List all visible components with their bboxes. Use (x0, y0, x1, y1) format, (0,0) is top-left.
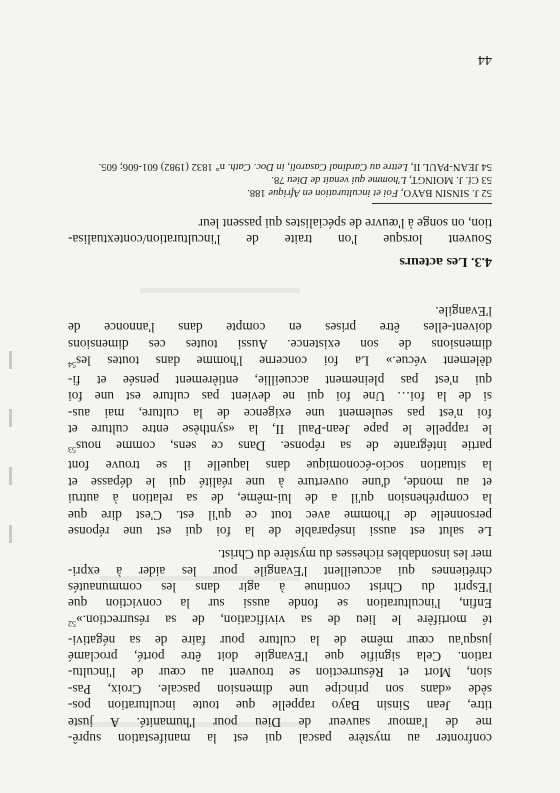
text-line (68, 490, 492, 506)
bleed-through-mark (140, 288, 300, 293)
footnote-num: 52 (481, 187, 492, 198)
text-line (68, 506, 492, 522)
text-line (68, 372, 492, 388)
footnotes (68, 160, 492, 198)
footnote-separator (372, 203, 492, 204)
text-line (68, 631, 492, 647)
text-line (68, 352, 492, 372)
footnote-54 (68, 160, 492, 173)
text-line (68, 730, 492, 746)
footnote-title: L'homme qui venait de Dieu (287, 174, 407, 186)
line-text: mer les insondables richesses du mystère du Christ. (217, 547, 492, 563)
text-line (68, 680, 492, 696)
line-text: Le salut est aussi inséparable de la foi qui est une réponse (68, 524, 492, 539)
text-line (68, 319, 492, 335)
line-text: tion, on songe à l'œuvre de spécialistes qui passent leur (198, 215, 492, 231)
text-line (68, 473, 492, 489)
line-text: dèlement vécue.» La foi concerne l'homme dans toutes les (76, 353, 492, 369)
line-text: qui n'est pas pleinement accueillie, entièrement pensée et fi- (68, 372, 492, 388)
line-text: me de l'amour sauveur de Dieu pour l'humanité. A juste (68, 714, 492, 730)
text-line (68, 595, 492, 611)
line-text: té mortifère le lieu de sa vivification, de sa résurrection.» (76, 612, 492, 628)
text-line (68, 648, 492, 664)
footnote-rest: n° 1832 (1982) 601-606; 605. (98, 161, 225, 173)
text-line (68, 697, 492, 713)
footnote-title: Foi et inculturation en Afrique (268, 187, 399, 198)
text-line (68, 611, 492, 631)
text-line (68, 437, 492, 457)
line-text: la compréhension qu'il a de lui-même, de sa relation à autrui (68, 491, 492, 507)
line-text: confronter au mystère pascal qui est la manifestation suprê- (68, 731, 492, 746)
line-text: jusqu'au cœur même de la culture pour faire de sa négativi- (68, 632, 492, 648)
footnote-ref[interactable]: 54 (68, 359, 76, 369)
line-text: ration. Cela signifie que l'Evangile doit être porté, proclamé (68, 648, 492, 664)
text-line (68, 302, 492, 318)
footnote-author: J. SINSIN BAYO, (400, 187, 479, 198)
paragraph-les-acteurs (68, 214, 492, 247)
text-line (68, 457, 492, 473)
footnote-rest: 188. (247, 187, 266, 198)
text-line (68, 231, 492, 247)
line-text: chrétiennes qui accueillent l'Evangile pour les aider à expri- (68, 563, 492, 579)
text-line (68, 421, 492, 437)
text-line (68, 388, 492, 404)
paragraph-salut-et-foi (68, 302, 492, 539)
line-text: foi n'est pas seulement une exigence de la culture, mai aus- (68, 405, 492, 421)
text-line (68, 546, 492, 562)
footnote-author: JEAN-PAUL II, (410, 161, 479, 173)
footnote-title: Lettre au Cardinal Casaroli, in Doc. Cath. (227, 161, 409, 173)
footnote-ref[interactable]: 52 (68, 619, 76, 629)
line-text: et au monde, d'une ouverture à une réalité qui le dépasse et (68, 474, 492, 490)
footnote-rest: 78. (271, 174, 285, 186)
line-text: si de la foi… Une foi qui ne devient pas culture est une foi (68, 389, 492, 405)
line-text: sion, Mort et Résurrection se trouvent au cœur de l'incultu- (68, 665, 492, 681)
line-text: personnelle de l'homme avec tout ce qu'il est. C'est dire que (68, 507, 492, 523)
line-text: le rappelle le pape Jean-Paul II, la «synthèse entre culture et (68, 422, 492, 438)
text-line (68, 404, 492, 420)
paragraph-mystere-pascal (68, 546, 492, 746)
line-text: l'Evangile. (435, 303, 492, 319)
footnote-53 (68, 172, 492, 185)
footnote-author: Cf. J. MOINGT, (409, 174, 479, 186)
line-text: la situation socio-économique dans laquelle il se trouve font (68, 458, 492, 474)
line-text: partie intégrante de sa réponse. Dans ce sens, comme nous (76, 438, 492, 454)
margin-marks (6, 243, 12, 543)
footnote-num: 53 (481, 174, 492, 186)
footnote-ref[interactable]: 53 (68, 444, 76, 454)
line-text: sède «dans son principe une dimension pascale. Croix, Pas- (68, 681, 492, 697)
text-line (68, 523, 492, 539)
line-text: titre, Jean Sinsin Bayo rappelle que toute inculturation pos- (68, 698, 492, 714)
text-line (68, 335, 492, 351)
line-text: dimensions de son existence. Aussi toutes ces dimensions (68, 336, 492, 352)
text-line (68, 713, 492, 729)
text-line (68, 664, 492, 680)
line-text: doivent-elles être prises en compte dans l'annonce de (68, 320, 492, 336)
line-text: Souvent lorsque l'on traite de l'inculturation/contextualisa- (68, 232, 492, 247)
line-text: l'Esprit du Christ continue à agir dans les communautés (68, 579, 492, 595)
text-line (68, 579, 492, 595)
footnote-num: 54 (481, 161, 492, 173)
text-line (68, 214, 492, 230)
text-line (68, 562, 492, 578)
line-text: Enfin, l'inculturation se fonde aussi sur la conviction que (68, 596, 492, 612)
section-heading: 4.3. Les acteurs (399, 254, 492, 269)
page-number: 44 (478, 52, 492, 67)
footnote-52 (68, 185, 492, 198)
